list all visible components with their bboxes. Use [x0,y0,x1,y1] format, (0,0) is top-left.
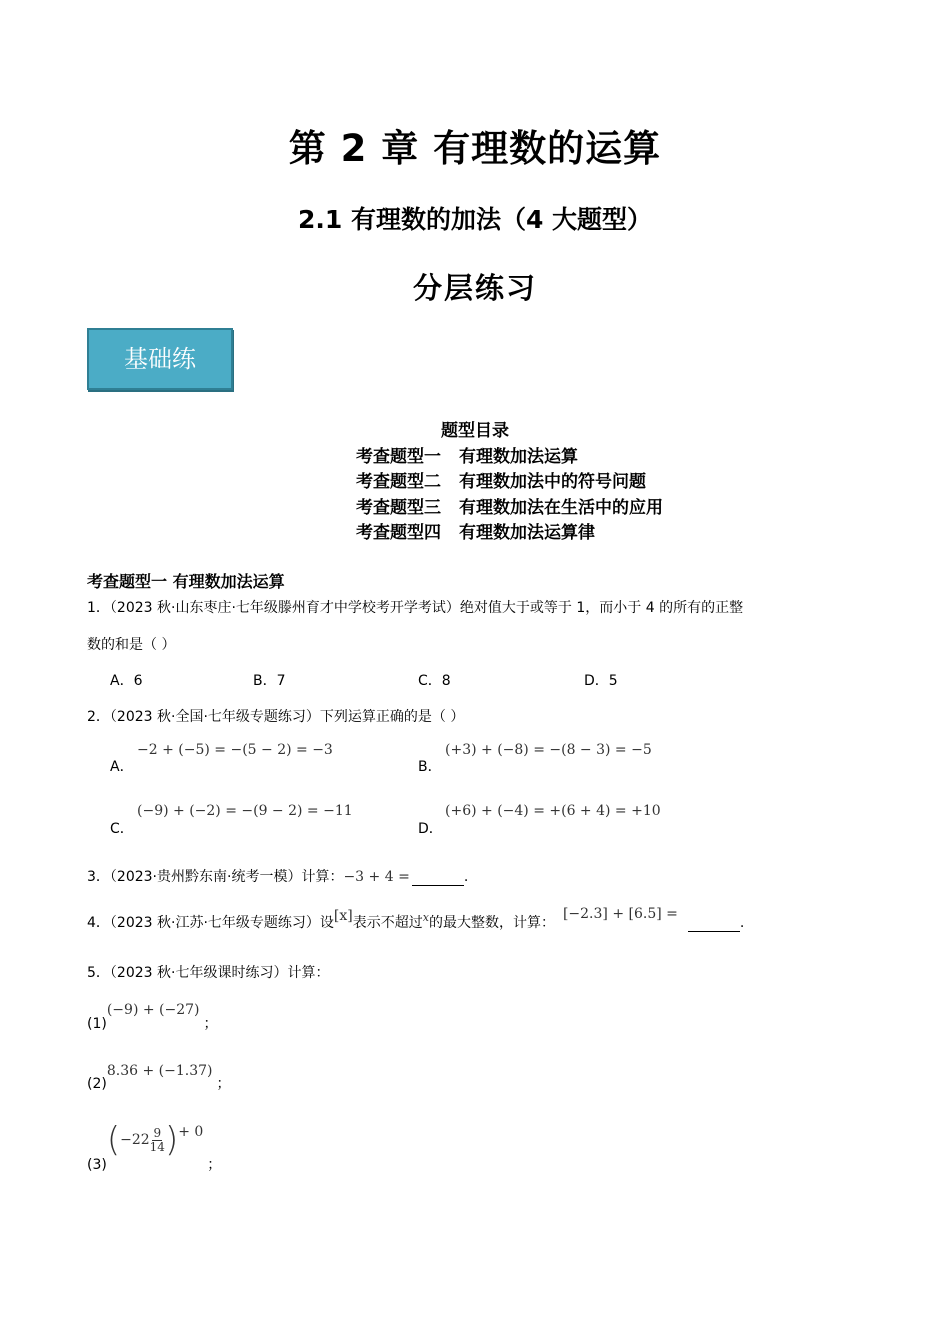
option-c: C．8 [418,673,451,689]
option-b: B．7 [253,673,286,689]
toc-item-key: 考查题型一 [356,447,441,467]
toc-item-key: 考查题型三 [356,498,441,518]
question-end: . [463,869,469,885]
part-expr: (−9) + (−27) [106,1002,200,1018]
toc-item-label: 有理数加法运算 [459,447,578,467]
question-text: （2023·贵州黔东南·统考一模）计算： [109,869,344,885]
question-text: （2023 秋·江苏·七年级专题练习）设 [109,915,334,931]
question-number: 3． [87,869,110,885]
question-5-part-2 [87,1063,231,1093]
part-expr: 8.36 + (−1.37) [106,1063,213,1079]
toc-item [356,493,663,518]
part-label: (3) [87,1157,107,1173]
option-a: A．6 [110,673,143,689]
toc-item-label: 有理数加法中的符号问题 [459,472,646,492]
option-d: D．5 [584,673,618,689]
question-4 [87,906,745,932]
toc-item [356,442,578,467]
bracket-x-expr: [x] [333,908,353,924]
question-5-part-1 [87,1002,218,1033]
option-b-expr: (+3) + (−8) = −(8 − 3) = −5 [445,742,652,758]
section-heading: 考查题型一 有理数加法运算 [87,572,285,591]
part-end: ； [203,1016,218,1032]
part-label: (2) [87,1076,107,1092]
toc-item-key: 考查题型四 [356,523,441,543]
toc-item [356,518,595,543]
answer-blank[interactable] [412,870,464,886]
part-end: ； [216,1076,231,1092]
question-number: 2． [87,709,110,725]
question-end: . [739,915,745,931]
part-whole: −22 [120,1132,150,1148]
question-2 [87,706,464,726]
toc-item [356,467,646,492]
question-5-part-3 [87,1120,222,1173]
question-text: 表示不超过 [352,915,423,931]
option-a-letter: A． [110,759,134,775]
question-5 [87,962,329,982]
question-number: 1． [87,600,110,616]
answer-blank[interactable] [688,916,740,932]
toc-item-key: 考查题型二 [356,472,441,492]
right-paren: ) [164,1120,179,1160]
question-4-expr: [−2.3] + [6.5] = [562,906,678,922]
fraction-numerator: 9 [153,1125,162,1140]
option-d-letter: D． [418,821,443,837]
section-title: 2.1 有理数的加法（4 大题型） [297,205,653,234]
left-paren: ( [106,1120,121,1160]
toc-title: 题型目录 [441,421,509,441]
level-badge: 基础练 [87,328,233,390]
option-c-letter: C． [110,821,134,837]
question-number: 5． [87,965,110,981]
question-text: （2023 秋·全国·七年级专题练习）下列运算正确的是（ ） [109,709,465,725]
part-tail: + 0 [178,1124,204,1140]
question-text: （2023 秋·山东枣庄·七年级滕州育才中学校考开学考试）绝对值大于或等于 1，而小于 4 的所有的正整 [109,600,744,616]
question-1-line2: 数的和是（ ） [87,637,176,653]
chapter-title: 第 2 章 有理数的运算 [288,127,662,170]
fraction-denominator: 14 [149,1139,165,1154]
question-text: （2023 秋·七年级课时练习）计算： [109,965,330,981]
sub-title: 分层练习 [412,271,537,305]
option-a-expr: −2 + (−5) = −(5 − 2) = −3 [137,742,333,758]
toc-item-label: 有理数加法运算律 [459,523,595,543]
question-3-expr: −3 + 4 = [343,869,410,885]
question-1-line1 [87,597,743,617]
question-text: 的最大整数，计算： [428,915,555,931]
part-fraction [150,1127,165,1154]
option-c-expr: (−9) + (−2) = −(9 − 2) = −11 [137,803,353,819]
variable-x: x [422,911,429,924]
question-3 [87,866,468,886]
toc-item-label: 有理数加法在生活中的应用 [459,498,663,518]
part-label: (1) [87,1016,107,1032]
part-end: ； [207,1157,222,1173]
question-number: 4． [87,915,110,931]
option-b-letter: B． [418,759,442,775]
option-d-expr: (+6) + (−4) = +(6 + 4) = +10 [445,803,661,819]
